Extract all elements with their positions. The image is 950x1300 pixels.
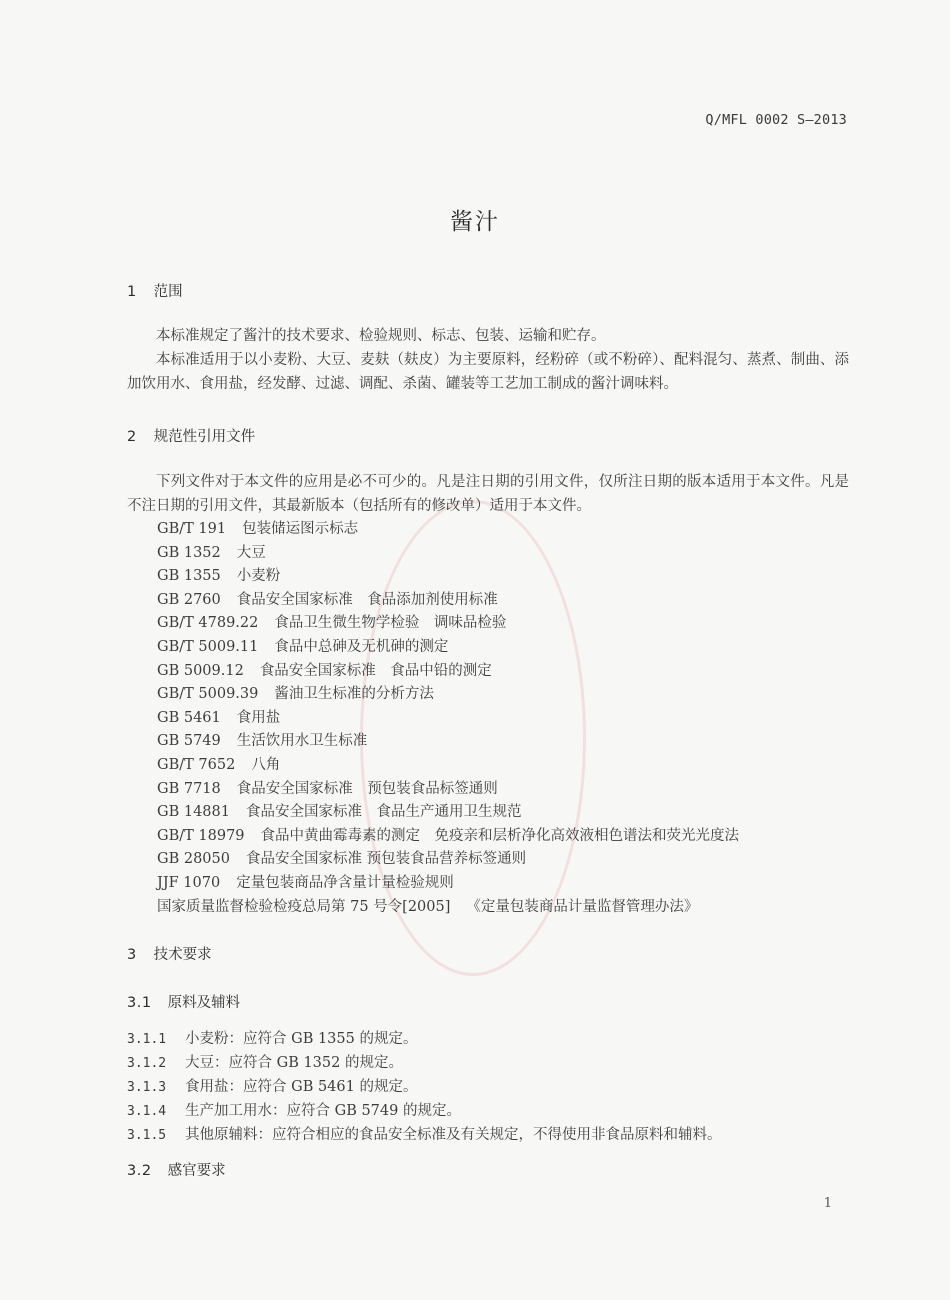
section-1-heading	[127, 280, 183, 301]
reference-item	[157, 730, 739, 754]
subsection-number: 3.1	[127, 995, 152, 1011]
reference-item	[157, 636, 739, 660]
reference-item	[157, 896, 739, 920]
clause-number: 3.1.2	[127, 1056, 167, 1071]
clause-item	[127, 1051, 722, 1075]
section-2-intro	[127, 470, 849, 518]
reference-code: GB 5461	[157, 709, 221, 726]
reference-name: 食品安全国家标准 食品中铅的测定	[259, 662, 492, 679]
reference-code: GB 28050	[157, 851, 230, 868]
paragraph: 本标准规定了酱汁的技术要求、检验规则、标志、包装、运输和贮存。	[156, 328, 606, 344]
subsection-number: 3.2	[127, 1163, 152, 1179]
reference-name: 食品中黄曲霉毒素的测定 免疫亲和层析净化高效液相色谱法和荧光光度法	[260, 827, 740, 844]
reference-code: GB 14881	[157, 804, 230, 821]
reference-name: 定量包装商品净含量计量检验规则	[236, 874, 454, 891]
reference-item	[157, 825, 739, 849]
reference-name: 生活饮用水卫生标准	[236, 733, 368, 750]
reference-name: 大豆	[236, 544, 266, 561]
reference-name: 食品安全国家标准 预包装食品营养标签通则	[245, 851, 527, 868]
reference-name: 酱油卫生标准的分析方法	[274, 686, 434, 703]
clause-text: 其他原辅料：应符合相应的食品安全标准及有关规定，不得使用非食品原料和辅料。	[185, 1127, 722, 1143]
reference-code: GB 1355	[157, 568, 221, 585]
clause-text: 生产加工用水：应符合 GB 5749 的规定。	[185, 1103, 461, 1119]
document-title: 酱汁	[450, 209, 500, 235]
reference-code: GB/T 4789.22	[157, 615, 259, 632]
reference-code: GB 5009.12	[157, 662, 244, 679]
section-3-heading	[127, 943, 212, 964]
clause-text: 小麦粉：应符合 GB 1355 的规定。	[185, 1031, 418, 1047]
reference-code: GB/T 191	[157, 521, 227, 537]
reference-name: 食品卫生微生物学检验 调味品检验	[274, 615, 507, 632]
reference-code: 国家质量监督检验检疫总局第 75 号令[2005]	[157, 898, 451, 915]
reference-item	[157, 848, 739, 872]
clause-number: 3.1.1	[127, 1032, 167, 1047]
reference-item	[157, 565, 739, 589]
reference-name: 食品中总砷及无机砷的测定	[274, 638, 449, 655]
reference-code: GB 1352	[157, 544, 221, 561]
clause-item	[127, 1027, 722, 1051]
section-number: 1	[127, 284, 137, 300]
clause-item	[127, 1099, 722, 1123]
reference-item	[157, 778, 739, 802]
reference-code: GB/T 18979	[157, 827, 245, 844]
page-number: 1	[823, 1196, 832, 1211]
clause-number: 3.1.5	[127, 1128, 167, 1143]
reference-item	[157, 542, 739, 566]
paragraph: 下列文件对于本文件的应用是必不可少的。凡是注日期的引用文件，仅所注日期的版本适用于本文件。凡是不注日期的引用文件，其最新版本（包括所有的修改单）适用于本文件。	[127, 474, 849, 514]
reference-code: GB 7718	[157, 780, 221, 797]
clause-text: 食用盐：应符合 GB 5461 的规定。	[185, 1079, 418, 1095]
reference-name: 食品安全国家标准 预包装食品标签通则	[236, 780, 498, 797]
reference-name: 八角	[251, 756, 281, 773]
clause-text: 大豆：应符合 GB 1352 的规定。	[185, 1055, 403, 1071]
reference-item	[157, 518, 739, 542]
reference-name: 《定量包装商品计量监督管理办法》	[466, 898, 699, 915]
reference-list	[157, 518, 739, 919]
section-number: 3	[127, 947, 137, 963]
clause-list	[127, 1027, 722, 1147]
clause-item	[127, 1123, 722, 1147]
reference-item	[157, 754, 739, 778]
reference-code: GB/T 7652	[157, 756, 236, 773]
reference-code: GB/T 5009.11	[157, 638, 259, 655]
reference-name: 食品安全国家标准 食品生产通用卫生规范	[245, 804, 522, 821]
reference-name: 小麦粉	[236, 568, 281, 585]
section-title: 规范性引用文件	[153, 429, 256, 445]
subsection-3-1-heading	[127, 991, 240, 1012]
section-title: 技术要求	[153, 947, 212, 963]
reference-name: 食用盐	[236, 709, 281, 726]
reference-name: 食品安全国家标准 食品添加剂使用标准	[236, 591, 498, 608]
subsection-title: 原料及辅料	[167, 995, 241, 1011]
standard-code: Q/MFL 0002 S—2013	[705, 112, 847, 128]
section-1-body	[127, 324, 849, 396]
reference-item	[157, 612, 739, 636]
reference-name: 包装储运图示标志	[242, 521, 359, 537]
reference-code: JJF 1070	[157, 874, 221, 891]
clause-number: 3.1.3	[127, 1080, 167, 1095]
section-number: 2	[127, 429, 137, 445]
subsection-3-2-heading	[127, 1159, 226, 1180]
reference-item	[157, 660, 739, 684]
clause-item	[127, 1075, 722, 1099]
paragraph: 本标准适用于以小麦粉、大豆、麦麸（麸皮）为主要原料，经粉碎（或不粉碎）、配料混匀、蒸煮、制曲、添加饮用水、食用盐，经发酵、过滤、调配、杀菌、罐装等工艺加工制成的酱汁调味料。	[127, 352, 849, 392]
reference-code: GB/T 5009.39	[157, 686, 259, 703]
subsection-title: 感官要求	[167, 1163, 226, 1179]
reference-item	[157, 872, 739, 896]
section-2-heading	[127, 425, 255, 446]
reference-item	[157, 707, 739, 731]
reference-item	[157, 589, 739, 613]
reference-code: GB 2760	[157, 591, 221, 608]
reference-item	[157, 683, 739, 707]
section-title: 范围	[153, 284, 183, 300]
reference-code: GB 5749	[157, 733, 221, 750]
clause-number: 3.1.4	[127, 1104, 167, 1119]
reference-item	[157, 801, 739, 825]
